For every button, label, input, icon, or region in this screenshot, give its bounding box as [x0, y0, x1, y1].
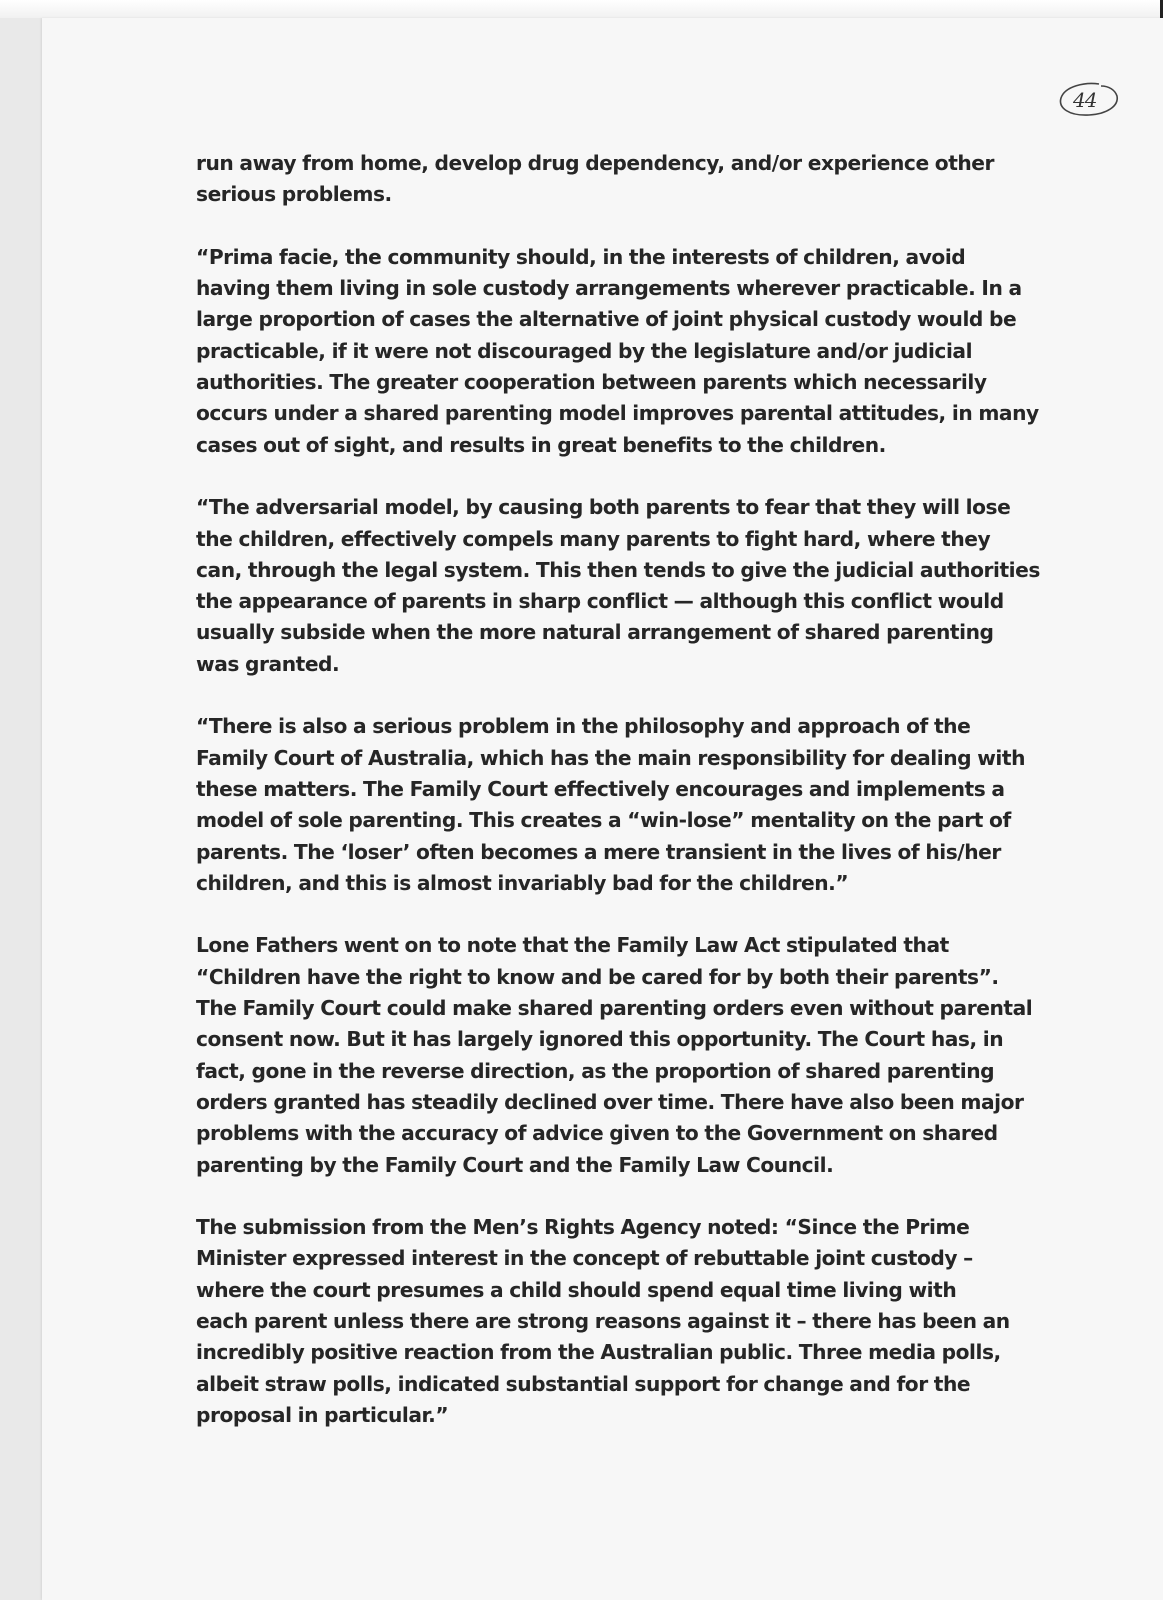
text-line: having them living in sole custody arrangements wherever practicable. In a [196, 276, 1022, 301]
text-line: incredibly positive reaction from the Australian public. Three media polls, [196, 1340, 1001, 1365]
paragraph [196, 1212, 1046, 1431]
page-number-text: 44 [1073, 88, 1097, 112]
text-line: problems with the accuracy of advice given to the Government on shared [196, 1121, 998, 1146]
text-line: children, and this is almost invariably bad for the children.” [196, 870, 849, 895]
text-line: proposal in particular.” [196, 1402, 449, 1427]
paragraph [196, 242, 1046, 461]
text-line: “Children have the right to know and be cared for by both their parents”. [196, 964, 999, 989]
paragraph [196, 492, 1046, 680]
text-line: model of sole parenting. This creates a “win-lose” mentality on the part of [196, 808, 1011, 833]
text-line: parents. The ‘loser’ often becomes a mere transient in the lives of his/her [196, 839, 1001, 864]
text-line: fact, gone in the reverse direction, as the proportion of shared parenting [196, 1058, 995, 1083]
text-line: serious problems. [196, 182, 392, 207]
text-line: was granted. [196, 651, 340, 676]
text-line: the children, effectively compels many parents to fight hard, where they [196, 526, 991, 551]
text-line: usually subside when the more natural arrangement of shared parenting [196, 620, 994, 645]
text-line: Family Court of Australia, which has the main responsibility for dealing with [196, 745, 1025, 770]
text-line: large proportion of cases the alternative of joint physical custody would be [196, 307, 1017, 332]
text-line: Minister expressed interest in the concept of rebuttable joint custody – [196, 1246, 973, 1271]
text-line: these matters. The Family Court effectively encourages and implements a [196, 776, 1005, 801]
text-line: each parent unless there are strong reasons against it – there has been an [196, 1308, 1010, 1333]
text-line: orders granted has steadily declined over time. There have also been major [196, 1089, 1024, 1114]
handwritten-page-number [1055, 80, 1123, 120]
text-line: occurs under a shared parenting model improves parental attitudes, in many [196, 401, 1039, 426]
text-line: where the court presumes a child should spend equal time living with [196, 1277, 957, 1302]
text-line: The submission from the Men’s Rights Agency noted: “Since the Prime [196, 1215, 970, 1240]
paragraph [196, 711, 1046, 899]
text-line: The Family Court could make shared parenting orders even without parental [196, 996, 1033, 1021]
text-line: “The adversarial model, by causing both parents to fear that they will lose [196, 495, 1011, 520]
text-line: “Prima facie, the community should, in the interests of children, avoid [196, 244, 966, 269]
paragraph [196, 148, 1046, 211]
scan-top-edge [0, 0, 1163, 18]
text-line: authorities. The greater cooperation between parents which necessarily [196, 370, 987, 395]
text-line: run away from home, develop drug dependency, and/or experience other [196, 151, 995, 175]
text-line: consent now. But it has largely ignored this opportunity. The Court has, in [196, 1027, 1004, 1052]
text-line: albeit straw polls, indicated substantial support for change and for the [196, 1371, 971, 1396]
text-line: Lone Fathers went on to note that the Family Law Act stipulated that [196, 933, 949, 958]
text-line: “There is also a serious problem in the philosophy and approach of the [196, 714, 971, 739]
document-body [196, 148, 1046, 1462]
text-line: parenting by the Family Court and the Family Law Council. [196, 1152, 834, 1177]
text-line: the appearance of parents in sharp conflict — although this conflict would [196, 589, 1004, 614]
text-line: can, through the legal system. This then tends to give the judicial authorities [196, 557, 1040, 582]
text-line: practicable, if it were not discouraged by the legislature and/or judicial [196, 338, 973, 363]
paragraph [196, 930, 1046, 1180]
text-line: cases out of sight, and results in great benefits to the children. [196, 432, 886, 457]
